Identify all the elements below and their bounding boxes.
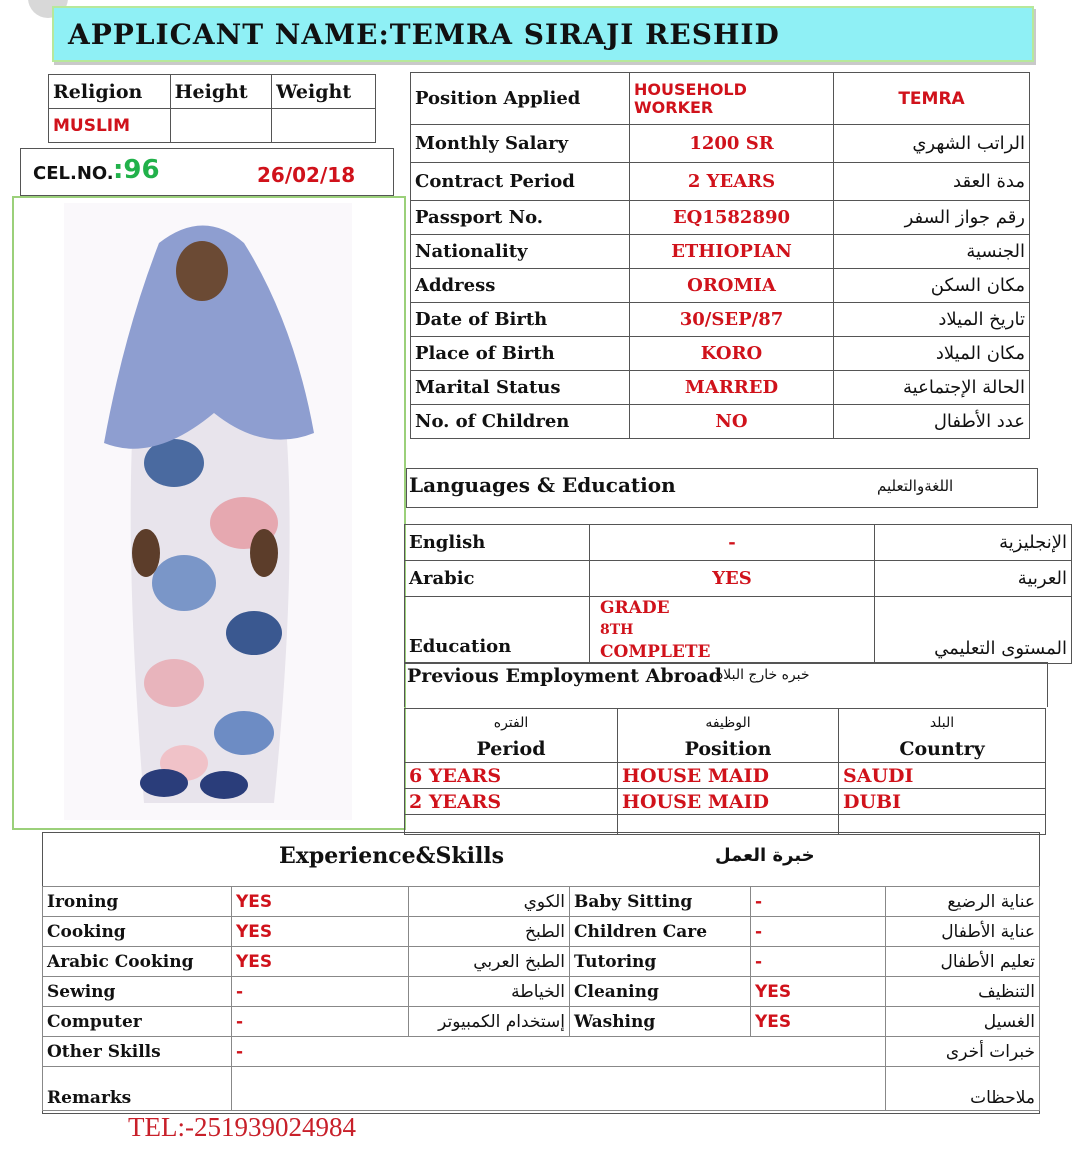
skill-label: Cleaning [570,977,751,1007]
info-value: MARRED [630,371,834,405]
skill-value: YES [232,887,409,917]
info-value: HOUSEHOLD WORKER [630,73,834,125]
info-label: Place of Birth [411,337,630,371]
previous-employment-heading-box [404,662,1048,707]
language-value: - [590,525,875,561]
col-country-ar: البلد [839,709,1046,737]
weight-value [272,109,376,143]
info-label: Contract Period [411,163,630,201]
cel-no-box [20,148,394,196]
info-value: KORO [630,337,834,371]
info-value: 30/SEP/87 [630,303,834,337]
info-value: 1200 SR [630,125,834,163]
previous-employment-heading: Previous Employment Abroad [407,665,722,687]
telephone: TEL:-251939024984 [128,1112,356,1142]
skills-table [42,886,1040,1111]
skill-label: Ironing [43,887,232,917]
other-skills-label: Other Skills [43,1037,232,1067]
employment-position: HOUSE MAID [618,789,839,815]
remarks-arabic: ملاحظات [886,1067,1040,1111]
info-arabic: مكان الميلاد [834,337,1030,371]
info-value: EQ1582890 [630,201,834,235]
religion-value: MUSLIM [49,109,171,143]
language-arabic: العربية [875,561,1072,597]
languages-heading: Languages & Education [409,473,676,497]
info-label: Marital Status [411,371,630,405]
info-arabic: مكان السكن [834,269,1030,303]
skill-arabic: الطبخ العربي [409,947,570,977]
info-label: Nationality [411,235,630,269]
skill-value: - [751,887,886,917]
cel-label: CEL.NO. [33,163,114,184]
education-status: COMPLETE [600,642,711,662]
education-grade: GRADE [600,598,670,618]
skill-value: - [751,947,886,977]
info-label: Passport No. [411,201,630,235]
info-arabic: تاريخ الميلاد [834,303,1030,337]
skill-value: - [232,1007,409,1037]
employment-period: 6 YEARS [405,763,618,789]
info-arabic: الراتب الشهري [834,125,1030,163]
info-arabic: رقم جواز السفر [834,201,1030,235]
skill-arabic: الخياطة [409,977,570,1007]
page-title: APPLICANT NAME:TEMRA SIRAJI RESHID [68,18,780,51]
info-arabic: الحالة الإجتماعية [834,371,1030,405]
skill-label: Tutoring [570,947,751,977]
height-value [170,109,272,143]
info-label: No. of Children [411,405,630,439]
info-value: ETHIOPIAN [630,235,834,269]
info-value: OROMIA [630,269,834,303]
employment-country: DUBI [839,789,1046,815]
col-period: Period [405,737,618,763]
skill-label: Sewing [43,977,232,1007]
height-label: Height [170,75,272,109]
skill-arabic: التنظيف [886,977,1040,1007]
info-label: Address [411,269,630,303]
employment-position: HOUSE MAID [618,763,839,789]
info-label: Position Applied [411,73,630,125]
skill-value: YES [232,917,409,947]
skill-value: YES [751,977,886,1007]
applicant-photo-illustration [64,203,352,820]
languages-table [404,524,1072,664]
applicant-photo [64,203,352,820]
physical-info-table [48,74,376,143]
skills-heading-ar: خبرة العمل [715,845,815,866]
info-label: Monthly Salary [411,125,630,163]
col-position: Position [618,737,839,763]
info-value: NO [630,405,834,439]
language-label: English [405,525,590,561]
skills-heading: Experience&Skills [279,843,505,869]
col-country: Country [839,737,1046,763]
education-arabic: المستوى التعليمي [875,597,1072,664]
skill-value: - [232,977,409,1007]
remarks-value [232,1067,886,1111]
religion-label: Religion [49,75,171,109]
previous-employment-heading-ar: خبره خارج البلاد [717,667,810,683]
skill-arabic: إستخدام الكمبيوتر [409,1007,570,1037]
info-label: Date of Birth [411,303,630,337]
skill-label: Baby Sitting [570,887,751,917]
skill-label: Arabic Cooking [43,947,232,977]
education-label: Education [405,597,590,664]
skill-label: Washing [570,1007,751,1037]
skill-value: - [751,917,886,947]
col-position-ar: الوظيفه [618,709,839,737]
info-arabic: مدة العقد [834,163,1030,201]
previous-employment-table [404,708,1046,835]
education-level: 8TH [600,622,634,638]
skill-arabic: عناية الأطفال [886,917,1040,947]
col-period-ar: الفتره [405,709,618,737]
cel-value: :96 [113,155,160,185]
other-skills-arabic: خبرات أخرى [886,1037,1040,1067]
personal-info-table [410,72,1030,439]
remarks-label: Remarks [43,1067,232,1111]
skill-label: Computer [43,1007,232,1037]
info-arabic: الجنسية [834,235,1030,269]
skill-value: YES [751,1007,886,1037]
skill-arabic: الغسيل [886,1007,1040,1037]
skill-arabic: الكوي [409,887,570,917]
date-value: 26/02/18 [257,163,356,187]
skill-label: Children Care [570,917,751,947]
info-value: 2 YEARS [630,163,834,201]
info-arabic: عدد الأطفال [834,405,1030,439]
languages-heading-ar: اللغةوالتعليم [877,477,954,495]
info-arabic: TEMRA [834,73,1030,125]
language-label: Arabic [405,561,590,597]
weight-label: Weight [272,75,376,109]
education-value [590,597,875,664]
employment-period: 2 YEARS [405,789,618,815]
language-arabic: الإنجليزية [875,525,1072,561]
title-banner [52,6,1034,62]
languages-heading-box [406,468,1038,508]
skill-value: YES [232,947,409,977]
skill-arabic: تعليم الأطفال [886,947,1040,977]
skill-label: Cooking [43,917,232,947]
employment-country: SAUDI [839,763,1046,789]
skill-arabic: عناية الرضيع [886,887,1040,917]
skill-arabic: الطبخ [409,917,570,947]
other-skills-value: - [232,1037,886,1067]
language-value: YES [590,561,875,597]
